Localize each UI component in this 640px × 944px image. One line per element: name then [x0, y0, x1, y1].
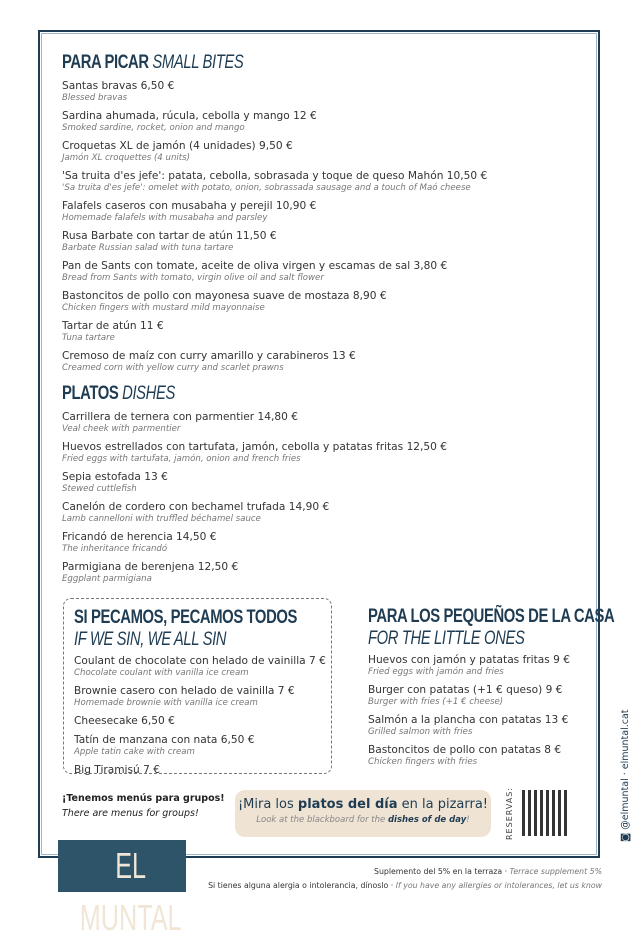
menu-item — [74, 734, 331, 758]
menu-item — [74, 715, 331, 728]
item-translation: Bread from Sants with tomato, virgin olive oil and salt flower — [62, 273, 324, 283]
item-name: Pan de Sants con tomate, aceite de oliva virgen y escamas de sal 3,80 € — [62, 260, 448, 272]
social-handle[interactable]: ◙ @elmuntal · elmuntal.cat — [620, 709, 631, 842]
item-name: Coulant de chocolate con helado de vainilla 7 € — [74, 655, 326, 667]
desserts-box — [63, 598, 332, 774]
dishes-section — [62, 383, 447, 591]
menu-item — [62, 350, 487, 374]
desserts-subheading: IF WE SIN, WE ALL SIN — [74, 629, 227, 650]
item-name: Brownie casero con helado de vainilla 7 € — [74, 685, 295, 697]
menu-item — [62, 110, 487, 134]
item-translation: The inheritance fricandó — [62, 544, 168, 554]
item-translation: Chicken fingers with mustard mild mayonnaise — [62, 303, 265, 313]
item-name: Salmón a la plancha con patatas 13 € — [368, 714, 569, 726]
reservas-label: RESERVAS: — [505, 786, 514, 840]
item-name: Canelón de cordero con bechamel trufada 14,90 € — [62, 501, 330, 513]
kids-section — [368, 606, 640, 774]
item-name: Fricandó de herencia 14,50 € — [62, 531, 217, 543]
bb-text: en la pizarra! — [397, 797, 489, 812]
item-translation: Homemade brownie with vanilla ice cream — [74, 698, 258, 708]
item-translation: Lamb cannelloni with truffled béchamel sauce — [62, 514, 261, 524]
logo: EL MUNTAL — [58, 840, 186, 892]
menu-item — [74, 685, 331, 709]
item-translation: Homemade falafels with musabaha and parsley — [62, 213, 268, 223]
menu-item — [62, 170, 487, 194]
groups-en: There are menus for groups! — [62, 808, 199, 819]
item-translation: Stewed cuttlefish — [62, 484, 137, 494]
small-bites-heading: PARA PICAR SMALL BITES — [62, 52, 244, 73]
item-translation: Tuna tartare — [62, 333, 115, 343]
item-name: Falafels caseros con musabaha y perejil 10,90 € — [62, 200, 317, 212]
item-translation: Veal cheek with parmentier — [62, 424, 181, 434]
item-name: Santas bravas 6,50 € — [62, 80, 175, 92]
footer-allergy: Si tienes alguna alergia o intolerancia, dínoslo · If you have any allergies or intolerances, let us know — [208, 881, 602, 890]
item-name: Sardina ahumada, rúcula, cebolla y mango 12 € — [62, 110, 317, 122]
small-bites-section — [62, 52, 487, 380]
item-translation: Burger with fries (+1 € cheese) — [368, 697, 504, 707]
dishes-heading: PLATOS DISHES — [62, 383, 175, 404]
item-name: Cheesecake 6,50 € — [74, 715, 175, 727]
kids-subheading: FOR THE LITTLE ONES — [368, 628, 525, 649]
desserts-heading: SI PECAMOS, PECAMOS TODOS — [74, 607, 298, 628]
menu-item — [62, 230, 487, 254]
menu-item — [62, 320, 487, 344]
kids-heading: PARA LOS PEQUEÑOS DE LA CASA — [368, 606, 615, 627]
item-name: Rusa Barbate con tartar de atún 11,50 € — [62, 230, 277, 242]
menu-item — [62, 290, 487, 314]
qr-code-icon[interactable] — [522, 790, 568, 836]
menu-item — [62, 411, 447, 435]
item-name: Big Tiramisú 7 € — [74, 764, 160, 776]
bb-en: Look at the blackboard for the — [256, 815, 388, 825]
menu-item — [368, 714, 640, 738]
item-translation: Eggplant parmigiana — [62, 574, 152, 584]
bb-bold: platos del día — [297, 797, 398, 812]
item-name: Cremoso de maíz con curry amarillo y carabineros 13 € — [62, 350, 356, 362]
item-name: Sepia estofada 13 € — [62, 471, 168, 483]
groups-note — [62, 791, 225, 821]
item-translation: 'Sa truita d'es jefe': omelet with potato, onion, sobrassada sausage and a touch of Maó cheese — [62, 183, 471, 193]
groups-es: ¡Tenemos menús para grupos! — [62, 793, 225, 804]
item-name: Croquetas XL de jamón (4 unidades) 9,50 € — [62, 140, 293, 152]
item-name: Parmigiana de berenjena 12,50 € — [62, 561, 239, 573]
menu-item — [62, 501, 447, 525]
item-translation: Chicken fingers with fries — [368, 757, 478, 767]
item-translation: Grilled salmon with fries — [368, 727, 473, 737]
item-name: Carrillera de ternera con parmentier 14,80 € — [62, 411, 298, 423]
menu-item — [368, 684, 640, 708]
item-name: Tartar de atún 11 € — [62, 320, 164, 332]
menu-item — [62, 140, 487, 164]
item-name: 'Sa truita d'es jefe': patata, cebolla, sobrasada y toque de queso Mahón 10,50 € — [62, 170, 488, 182]
item-name: Huevos estrellados con tartufata, jamón, cebolla y patatas fritas 12,50 € — [62, 441, 448, 453]
menu-item — [74, 764, 331, 777]
blackboard-banner — [235, 790, 491, 837]
item-name: Tatín de manzana con nata 6,50 € — [74, 734, 255, 746]
menu-item — [74, 655, 331, 679]
item-translation: Apple tatin cake with cream — [74, 747, 195, 757]
item-translation: Creamed corn with yellow curry and scarlet prawns — [62, 363, 284, 373]
menu-item — [62, 200, 487, 224]
item-translation: Barbate Russian salad with tuna tartare — [62, 243, 234, 253]
bb-en: ! — [466, 815, 470, 825]
menu-item — [62, 80, 487, 104]
item-translation: Chocolate coulant with vanilla ice cream — [74, 668, 249, 678]
item-translation: Smoked sardine, rocket, onion and mango — [62, 123, 245, 133]
bb-text: ¡Mira los — [237, 797, 298, 812]
menu-item — [62, 531, 447, 555]
menu-item — [62, 441, 447, 465]
item-name: Bastoncitos de pollo con patatas 8 € — [368, 744, 562, 756]
item-name: Huevos con jamón y patatas fritas 9 € — [368, 654, 570, 666]
menu-item — [62, 471, 447, 495]
menu-item — [368, 654, 640, 678]
menu-item — [62, 260, 487, 284]
menu-item — [368, 744, 640, 768]
item-name: Bastoncitos de pollo con mayonesa suave de mostaza 8,90 € — [62, 290, 387, 302]
item-name: Burger con patatas (+1 € queso) 9 € — [368, 684, 563, 696]
item-translation: Fried eggs with jamón and fries — [368, 667, 504, 677]
footer-supplement: Suplemento del 5% en la terraza · Terrace supplement 5% — [374, 867, 602, 876]
bb-en-bold: dishes of de day — [387, 815, 467, 825]
item-translation: Blessed bravas — [62, 93, 128, 103]
item-translation: Fried eggs with tartufata, jamón, onion and french fries — [62, 454, 301, 464]
menu-item — [62, 561, 447, 585]
item-translation: Jamón XL croquettes (4 units) — [62, 153, 190, 163]
instagram-icon: ◙ — [620, 829, 631, 842]
